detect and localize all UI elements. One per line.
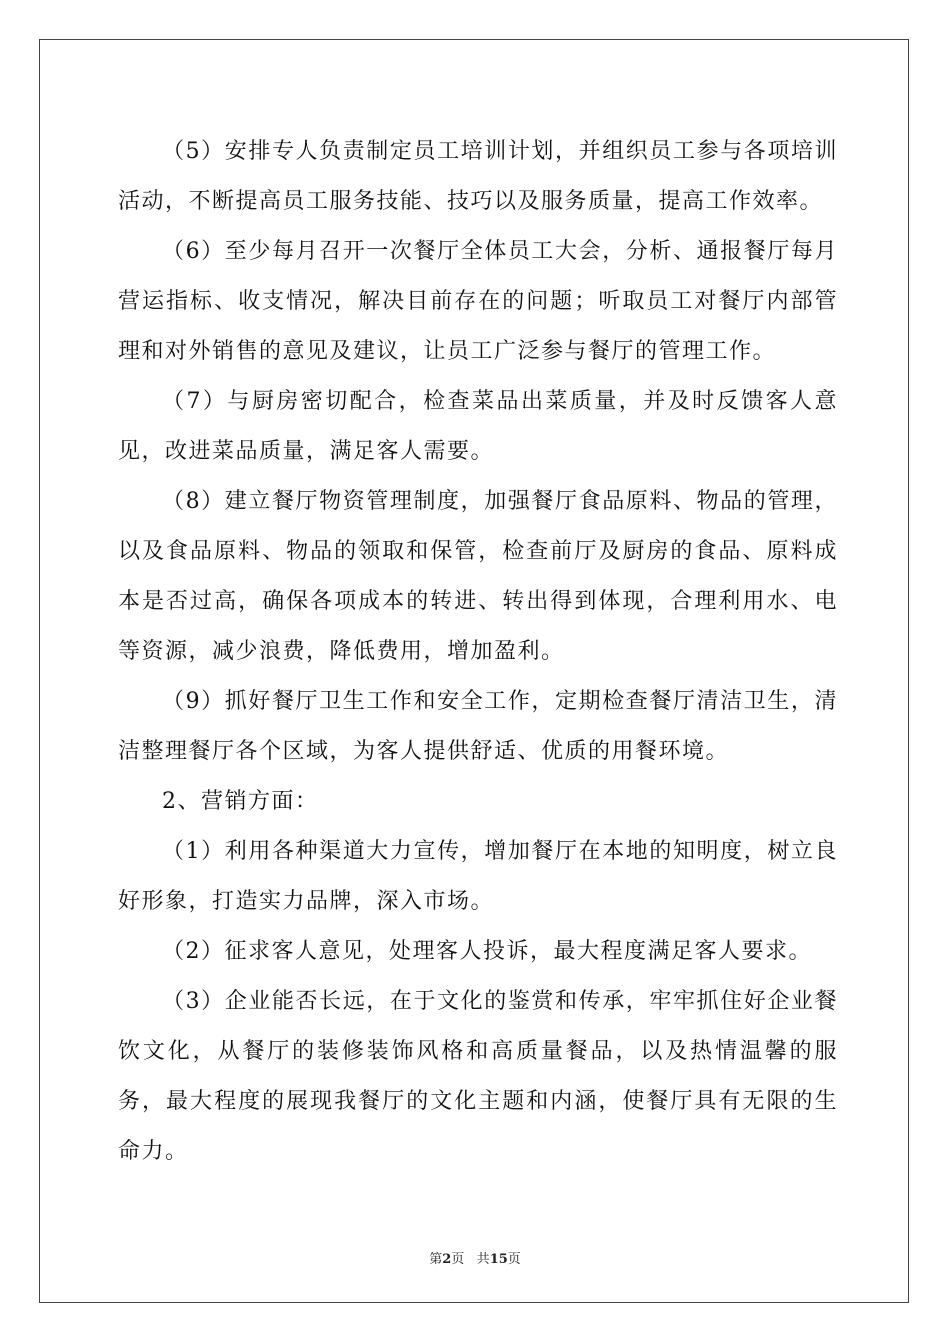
page-footer — [0, 1248, 950, 1267]
paragraph-item-7: （7）与厨房密切配合，检查菜品出菜质量，并及时反馈客人意见，改进菜品质量，满足客人需要。 — [118, 389, 838, 464]
document-body — [118, 127, 838, 1177]
paragraph-item-6: （6）至少每月召开一次餐厅全体员工大会，分析、通报餐厅每月营运指标、收支情况，解决目前存在的问题；听取员工对餐厅内部管理和对外销售的意见及建议，让员工广泛参与餐厅的管理工作。 — [118, 239, 838, 364]
paragraph-marketing-2: （2）征求客人意见，处理客人投诉，最大程度满足客人要求。 — [162, 939, 812, 964]
paragraph-item-9: （9）抓好餐厅卫生工作和安全工作，定期检查餐厅清洁卫生，清洁整理餐厅各个区域，为客人提供舒适、优质的用餐环境。 — [118, 689, 838, 764]
page-number: 2 — [442, 1252, 452, 1267]
paragraph-item-5: （5）安排专人负责制定员工培训计划，并组织员工参与各项培训活动，不断提高员工服务技能、技巧以及服务质量，提高工作效率。 — [118, 139, 838, 214]
paragraph-marketing-3: （3）企业能否长远，在于文化的鉴赏和传承，牢牢抓住好企业餐饮文化，从餐厅的装修装饰风格和高质量餐品，以及热情温馨的服务，最大程度的展现我餐厅的文化主题和内涵，使餐厅具有无限的生命力。 — [118, 989, 838, 1164]
total-prefix: 共 — [476, 1252, 490, 1267]
paragraph-item-8: （8）建立餐厅物资管理制度，加强餐厅食品原料、物品的管理，以及食品原料、物品的领取和保管，检查前厅及厨房的食品、原料成本是否过高，确保各项成本的转进、转出得到体现，合理利用水、电等资源，减少浪费，降低费用，增加盈利。 — [118, 489, 838, 664]
total-suffix: 页 — [507, 1252, 521, 1267]
page-prefix: 第 — [429, 1252, 443, 1267]
total-pages: 15 — [489, 1252, 508, 1267]
section-heading-marketing: 2、营销方面： — [162, 789, 319, 814]
page-suffix: 页 — [451, 1252, 465, 1267]
paragraph-marketing-1: （1）利用各种渠道大力宣传，增加餐厅在本地的知明度，树立良好形象，打造实力品牌，深入市场。 — [118, 839, 838, 914]
